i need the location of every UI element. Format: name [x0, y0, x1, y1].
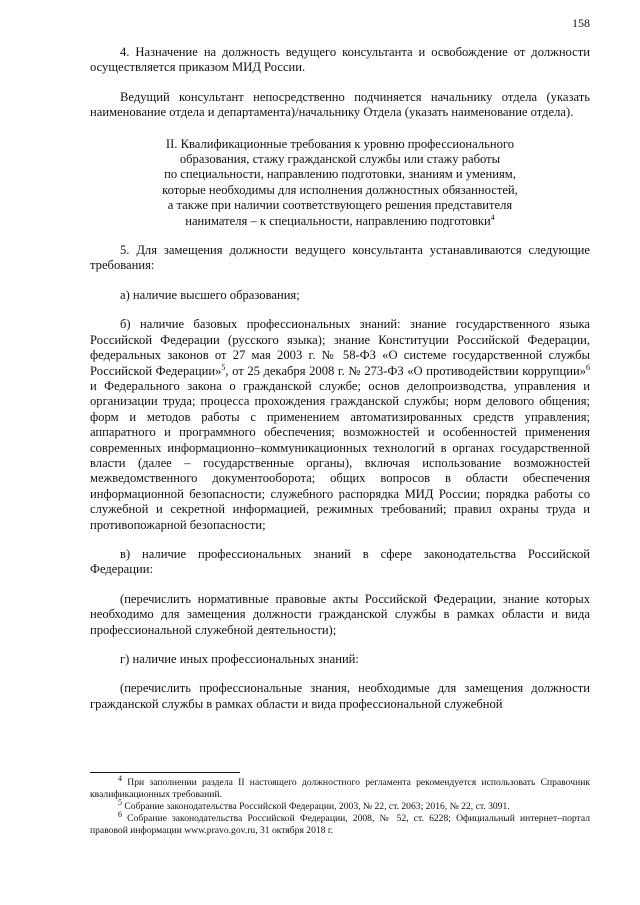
item-b [90, 317, 590, 533]
footnote-ref-6: 6 [586, 362, 590, 372]
item-g: г) наличие иных профессиональных знаний: [120, 652, 359, 666]
section-heading-line [90, 214, 590, 229]
section-heading-line: образования, стажу гражданской службы или стажу работы [179, 152, 501, 167]
page-number: 158 [572, 16, 590, 30]
paragraph-5: 5. Для замещения должности ведущего консультанта устанавливаются следующие требования: [90, 243, 590, 273]
item-v: в) наличие профессиональных знаний в сфере законодательства Российской Федерации: [90, 546, 590, 577]
footnote-text: При заполнении раздела II настоящего должностного регламента рекомендуется использовать Справочник квалификационных требований. [90, 777, 590, 800]
section-heading-line: а также при наличии соответствующего решения представителя [167, 198, 513, 213]
footnote-4 [90, 773, 590, 801]
item-b-text-1: б) наличие базовых профессиональных знаний: знание государственного языка Российской Федерации (русского языка); знание Конституции Российской Федерации, федеральных законов от 27 мая 2003 г. № 58-ФЗ «О системе государственной службы Российской Федерации» [90, 317, 590, 378]
paragraph-subordination: Ведущий консультант непосредственно подчиняется начальнику отдела (указать наименование отдела и департамента)/начальнику Отдела (указать наименование отдела). [90, 89, 590, 120]
section-heading [90, 137, 590, 229]
paragraph-4: 4. Назначение на должность ведущего консультанта и освобождение от должности осуществляется приказом МИД России. [90, 45, 590, 75]
item-b-text-2: , от 25 декабря 2008 г. № 273-ФЗ «О противодействии коррупции» [225, 363, 586, 378]
footnote-divider [90, 772, 240, 773]
footnote-6 [90, 809, 590, 837]
footnote-text: Собрание законодательства Российской Федерации, 2008, № 52, ст. 6228; Официальный интернет–портал правовой информации www.pravo.gov.ru, 31 октября 2018 г. [90, 813, 590, 836]
section-heading-line: которые необходимы для исполнения должностных обязанностей, [162, 182, 518, 197]
main-text [90, 45, 590, 712]
footnote-mark: 6 [118, 809, 122, 819]
item-v-note: (перечислить нормативные правовые акты Российской Федерации, знание которых необходимо для замещения должности гражданской службы в рамках области и вида профессиональной служебной деятельности); [90, 591, 590, 637]
footnote-5 [90, 797, 590, 813]
item-g-note: (перечислить профессиональные знания, необходимые для замещения должности гражданской службы в рамках области и вида профессиональной служебной [90, 681, 590, 711]
footnote-mark: 4 [118, 773, 122, 783]
item-b-text-3: и Федерального закона о гражданской службе; основ делопроизводства, управления и организации труда; процесса прохождения гражданской службы; норм делового общения; форм и методов работы с применением автоматизированных средств управления; аппаратного и программного обеспечения; возможностей и особенностей применения современных информационно–коммуникационных технологий в органах государственной власти (далее – государственные органы), включая использование возможностей межведомственного документооборота; общих вопросов в области обеспечения информационной безопасности; служебного распорядка МИД России; порядка работы со служебной и секретной информацией, режимных требований; правил охраны труда и противопожарной безопасности; [90, 378, 590, 532]
section-heading-line: по специальности, направлению подготовки, знаниям и умениям, [164, 167, 516, 182]
section-heading-line: II. Квалификационные требования к уровню профессионального [165, 136, 515, 151]
footnote-mark: 5 [118, 797, 122, 807]
section-heading-text: нанимателя – к специальности, направлению подготовки [185, 213, 491, 228]
footnote-ref-4: 4 [490, 212, 495, 222]
footnote-ref-5: 5 [221, 362, 226, 372]
item-a: а) наличие высшего образования; [120, 287, 300, 302]
footnote-text: Собрание законодательства Российской Федерации, 2003, № 22, ст. 2063; 2016, № 22, ст. 3091. [124, 801, 510, 812]
footnotes [90, 772, 590, 837]
